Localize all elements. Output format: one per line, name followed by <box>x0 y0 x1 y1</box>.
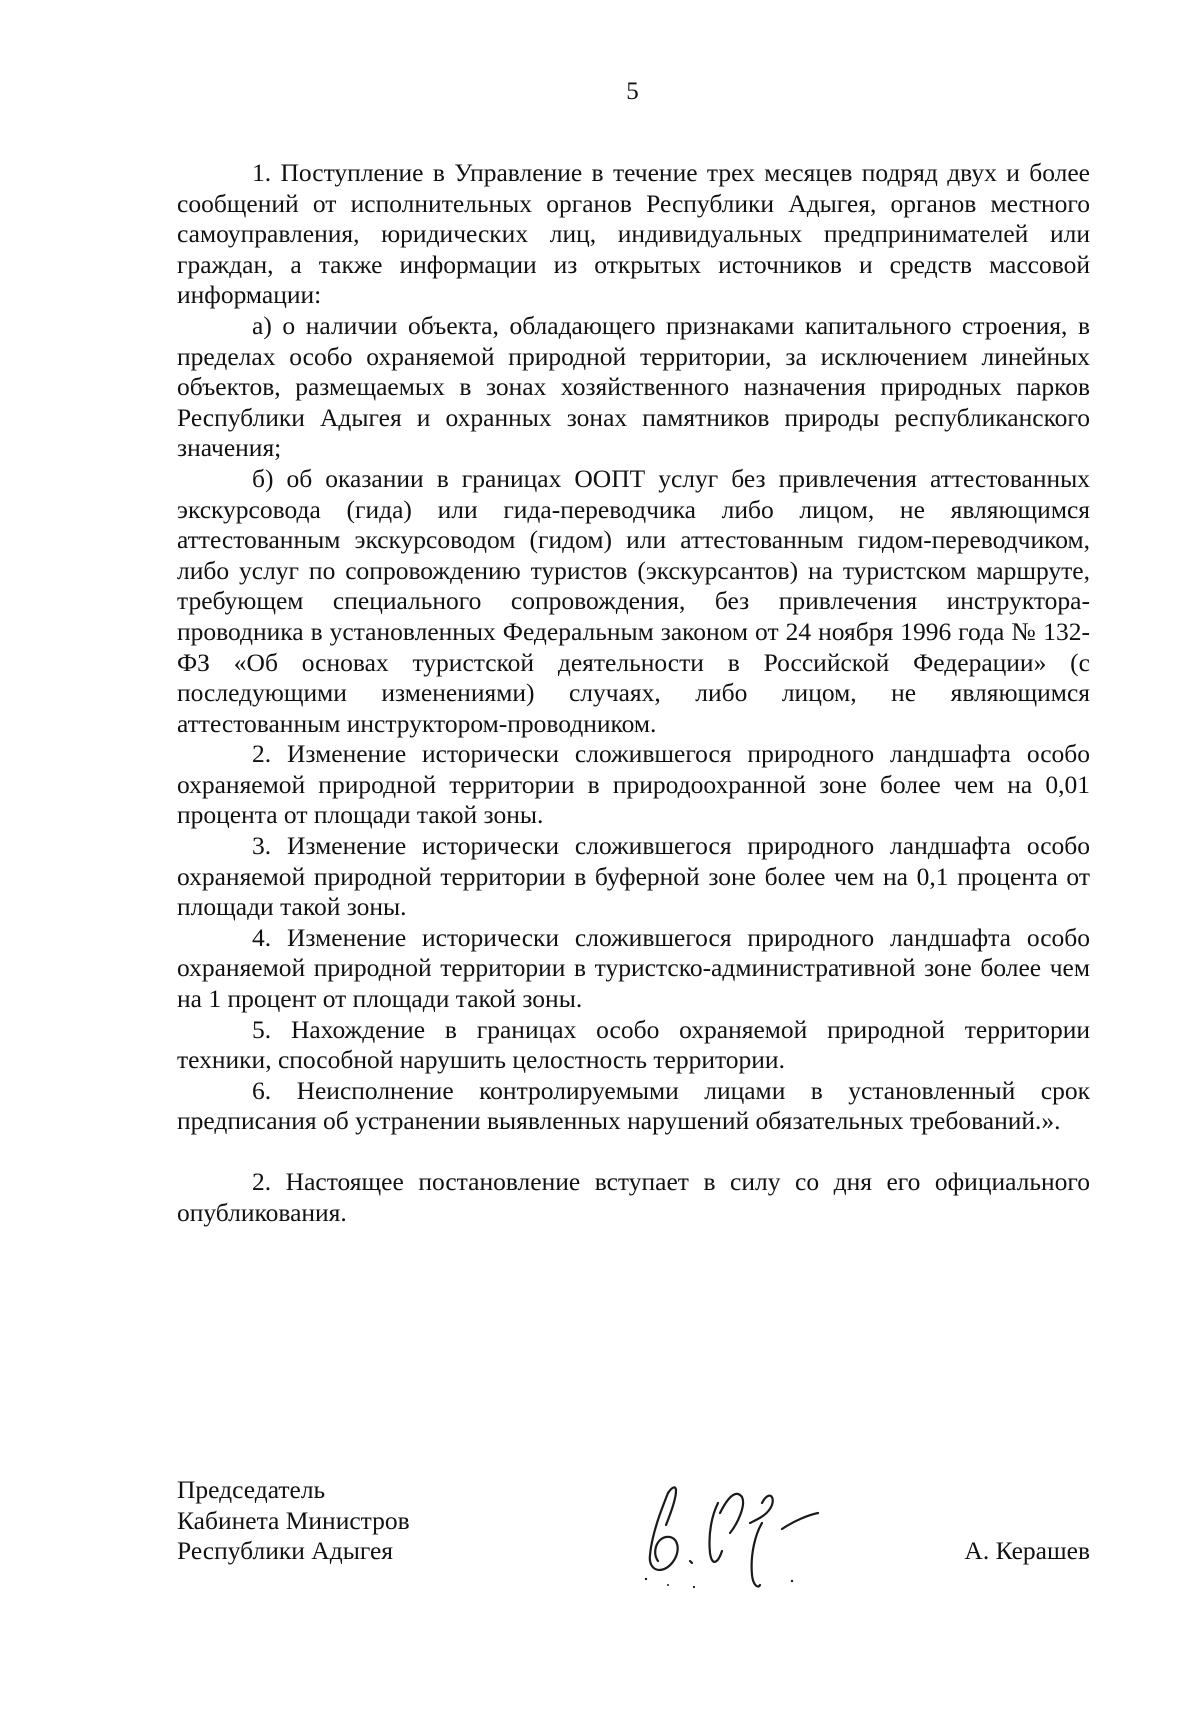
paragraph-item-3: 3. Изменение исторически сложившегося природного ландшафта особо охраняемой природной территории в буферной зоне более чем на 0,1 процента от площади такой зоны. <box>177 831 1090 922</box>
page-number: 5 <box>626 78 639 105</box>
signatory-title-line: Председатель <box>177 1475 326 1504</box>
paragraph-effective-date: 2. Настоящее постановление вступает в силу со дня его официального опубликования. <box>177 1167 1090 1227</box>
paragraph-item-1: 1. Поступление в Управление в течение трех месяцев подряд двух и более сообщений от исполнительных органов Республики Адыгея, органов местного самоуправления, юридических лиц, индивидуальных предпринимателей или граждан, а также информации из открытых источников и средств массовой информации: <box>177 158 1090 310</box>
paragraph-item-6: 6. Неисполнение контролируемыми лицами в установленный срок предписания об устранении выявленных нарушений обязательных требований.». <box>177 1075 1090 1136</box>
handwritten-signature <box>632 1463 832 1593</box>
paragraph-item-4: 4. Изменение исторически сложившегося природного ландшафта особо охраняемой природной территории в туристско-административной зоне более чем на 1 процент от площади такой зоны. <box>177 922 1090 1014</box>
signature-block <box>177 1475 1090 1595</box>
paragraph-item-2: 2. Изменение исторически сложившегося природного ландшафта особо охраняемой природной территории в природоохранной зоне более чем на 0,01 процента от площади такой зоны. <box>177 739 1090 830</box>
paragraph-subitem-a: а) о наличии объекта, обладающего признаками капитального строения, в пределах особо охраняемой природной территории, за исключением линейных объектов, размещаемых в зонах хозяйственного назначения природных парков Республики Адыгея и охранных зонах памятников природы республиканского значения; <box>177 310 1090 463</box>
signatory-title-line: Республики Адыгея <box>177 1536 393 1566</box>
paragraph-item-5: 5. Нахождение в границах особо охраняемой природной территории техники, способной нарушить целостность территории. <box>177 1014 1090 1075</box>
signatory-name: А. Керашев <box>964 1536 1090 1565</box>
signatory-title <box>177 1475 410 1567</box>
signatory-title-line: Кабинета Министров <box>177 1505 410 1535</box>
paragraph-subitem-b: б) об оказании в границах ООПТ услуг без привлечения аттестованных экскурсовода (гида) или гида-переводчика либо лицом, не являющимся аттестованным экскурсоводом (гидом) или аттестованным гидом-переводчиком, либо услуг по сопровождению туристов (экскурсантов) на туристском маршруте, требующем специального сопровождения, без привлечения инструктора-проводника в установленных Федеральным законом от 24 ноября 1996 года № 132-ФЗ «Об основах туристской деятельности в Российской Федерации» (с последующими изменениями) случаях, либо лицом, не являющимся аттестованным инструктором-проводником. <box>177 463 1090 738</box>
document-body <box>177 158 1090 1228</box>
